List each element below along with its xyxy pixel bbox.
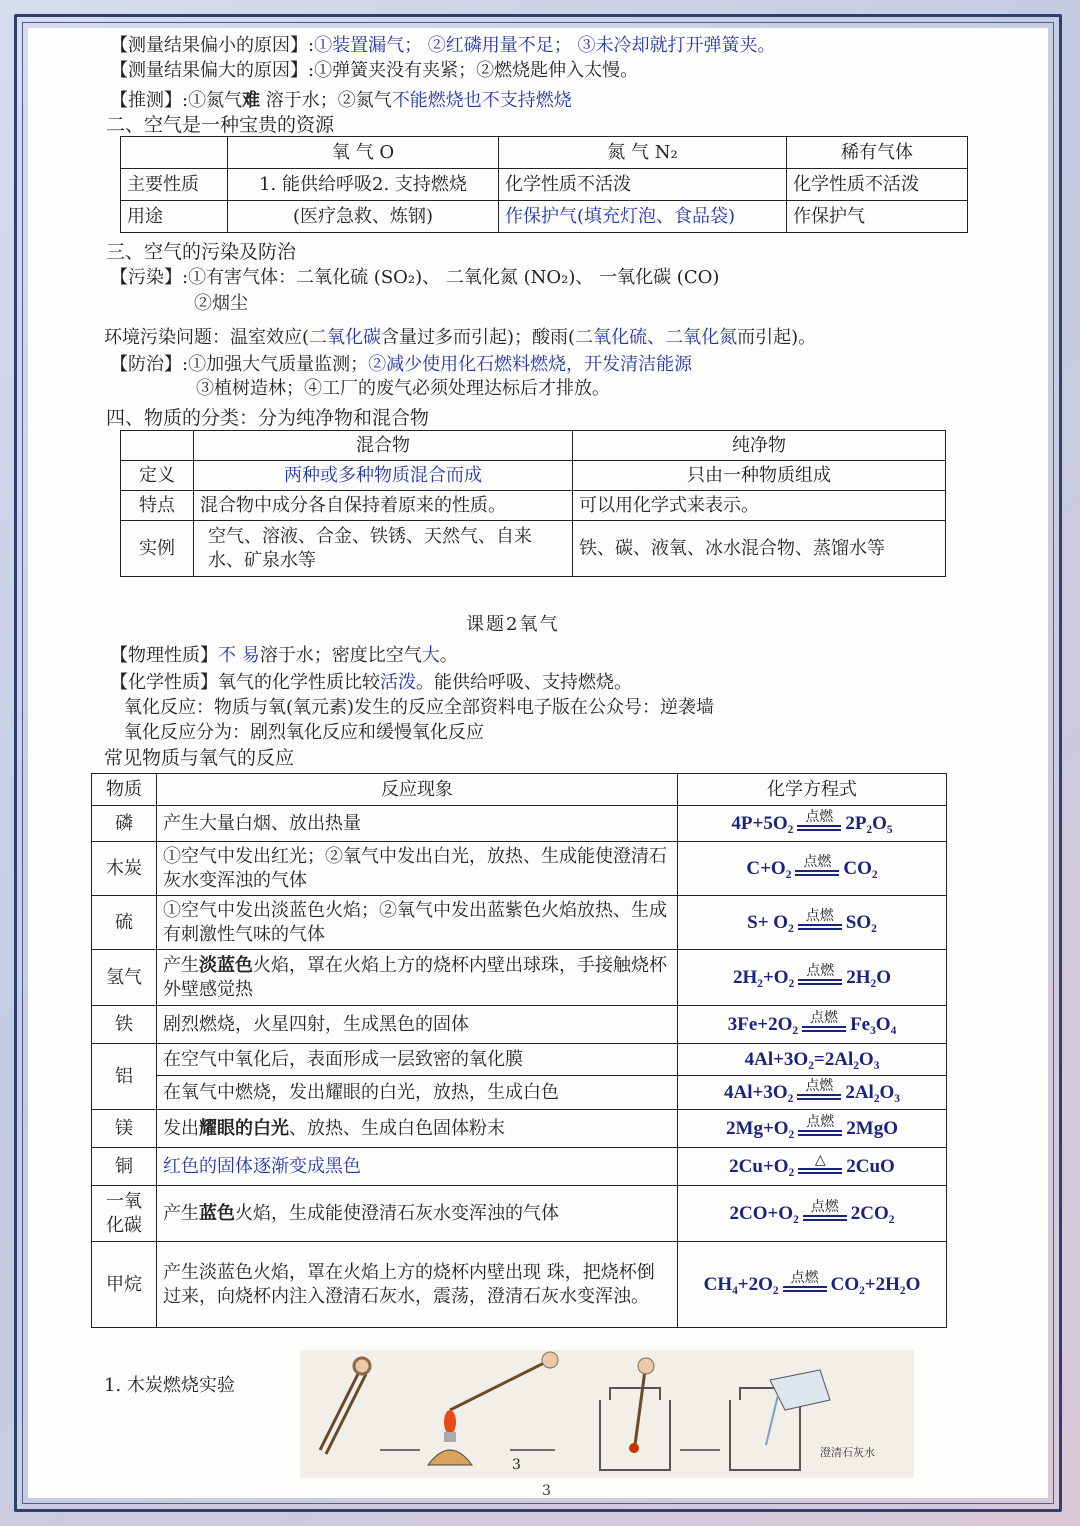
section4-heading: 四、物质的分类：分为纯净物和混合物	[106, 407, 430, 429]
equation-cell	[678, 1148, 947, 1186]
table-cell: 镁	[92, 1110, 157, 1148]
inference-b: 难	[242, 90, 261, 111]
equation-cell	[678, 1044, 947, 1076]
pollution-line	[110, 266, 719, 290]
alcohol-lamp-icon	[428, 1352, 558, 1465]
document-page	[28, 28, 1048, 1498]
table-row	[121, 137, 968, 169]
table-cell: 定义	[121, 461, 194, 491]
env-c: 含量过多而引起)；酸雨(	[381, 327, 576, 348]
experiment-diagram	[300, 1350, 914, 1499]
env-d: 二氧化硫、二氧化氮	[575, 327, 738, 348]
equation-cell	[678, 842, 947, 896]
table-cell	[228, 169, 499, 201]
table-cell	[121, 137, 228, 169]
phen-b: 淡蓝色	[199, 954, 253, 976]
env-b: 二氧化碳	[309, 327, 382, 348]
equation	[684, 965, 940, 990]
table-cell: 木炭	[92, 842, 157, 896]
arrow-line	[783, 1286, 827, 1292]
arrow-condition: 点燃	[805, 909, 834, 924]
reaction-arrow	[803, 1201, 847, 1226]
equation	[684, 1154, 940, 1179]
equation-cell	[678, 1110, 947, 1148]
phen-a: 发出	[163, 1117, 199, 1139]
arrow-condition: 点燃	[790, 1271, 819, 1286]
eq-left: 4Al+3O₂	[724, 1082, 794, 1103]
table-row	[92, 1044, 947, 1076]
table-cell	[157, 950, 678, 1006]
eq-right: CO₂	[843, 858, 878, 879]
table-cell: 实例	[121, 521, 194, 577]
table-cell: 铜	[92, 1148, 157, 1186]
experiment-label: 1. 木炭燃烧实验	[104, 1375, 235, 1396]
table-header: 氮 气 N₂	[499, 137, 787, 169]
chem-b: 活泼	[380, 672, 416, 693]
arrow-condition: △	[814, 1153, 826, 1168]
prevention-a: ①加强大气质量监测；	[188, 354, 369, 375]
arrow-line	[798, 979, 842, 985]
equation-cell	[678, 806, 947, 842]
table-row	[92, 1006, 947, 1044]
table-cell	[157, 1186, 678, 1242]
table-header: 纯净物	[573, 431, 946, 461]
pollution-item2: ②烟尘	[194, 293, 248, 314]
inference-c: 溶于水；②氮气	[260, 90, 392, 111]
table-header: 反应现象	[157, 774, 678, 806]
table-cell: 主要性质	[121, 169, 228, 201]
arrow-line	[795, 870, 839, 876]
classification-table	[120, 430, 946, 577]
phen-c: 、放热、生成白色固体粉末	[289, 1117, 505, 1139]
table-cell: 可以用化学式来表示。	[573, 491, 946, 521]
eq-left: CH₄+2O₂	[703, 1274, 779, 1295]
table-row	[92, 1148, 947, 1186]
eq-right: 2CuO	[846, 1156, 895, 1177]
reaction-arrow	[797, 811, 841, 836]
cause-large-label: 【测量结果偏大的原因】:	[110, 60, 315, 81]
eq-left: 2Cu+O₂	[729, 1156, 795, 1177]
experiment-illustration	[300, 1350, 914, 1499]
phen-a: 产生	[163, 1202, 199, 1224]
table-cell: 磷	[92, 806, 157, 842]
inference-d: 不能燃烧也不支持燃烧	[391, 90, 572, 111]
eq-left: C+O₂	[746, 858, 792, 879]
eq-left: 2H₂+O₂	[732, 967, 795, 988]
arrow-line	[798, 924, 842, 930]
eq-left: 2CO+O₂	[729, 1203, 799, 1224]
cause-small-items: ①装置漏气； ②红磷用量不足； ③未冷却就打开弹簧夹。	[314, 35, 776, 56]
inference-a: ①氮气	[188, 90, 243, 111]
prevention-label: 【防治】:	[110, 354, 189, 375]
beaker-pour-icon	[730, 1370, 830, 1470]
table-cell: 剧烈燃烧，火星四射，生成黑色的固体	[157, 1006, 678, 1044]
table-cell: 混合物中成分各自保持着原来的性质。	[194, 491, 573, 521]
equation: 4Al+3O₂=2Al₂O₃	[744, 1048, 880, 1070]
limewater-caption: 澄清石灰水	[820, 1446, 875, 1459]
section2-heading: 二、空气是一种宝贵的资源	[106, 114, 335, 136]
table-row	[92, 774, 947, 806]
equation-cell	[678, 1242, 947, 1328]
chem-a: 氧气的化学性质比较	[218, 672, 380, 693]
equation-cell	[678, 1076, 947, 1110]
table-row	[121, 461, 946, 491]
topic-title: 课题2氧气	[466, 614, 560, 635]
table-header: 物质	[92, 774, 157, 806]
equation-cell	[678, 1006, 947, 1044]
eq-right: SO₂	[845, 912, 877, 933]
table-cell: 红色的固体逐渐变成黑色	[157, 1148, 678, 1186]
table-cell: 两种或多种物质混合而成	[194, 461, 573, 491]
page-number: 3	[542, 1483, 551, 1499]
arrow-line	[798, 1130, 842, 1136]
cause-small-line	[110, 34, 776, 58]
table-cell: 在氧气中燃烧，发出耀眼的白光，放热，生成白色	[157, 1076, 678, 1110]
reaction-arrow	[798, 1154, 842, 1179]
table-row	[121, 201, 968, 233]
eq-left: S+ O₂	[747, 912, 794, 933]
equation-cell	[678, 896, 947, 950]
arrow-line	[803, 1215, 847, 1221]
table-cell: 作保护气(填充灯泡、食品袋)	[499, 201, 787, 233]
phys-c: 大	[421, 645, 440, 666]
eq-right: 2CO₂	[850, 1203, 895, 1224]
table-row	[92, 842, 947, 896]
phen-c: 火焰，生成能使澄清石灰水变浑浊的气体	[235, 1202, 559, 1224]
table-cell: 甲烷	[92, 1242, 157, 1328]
cause-large-items: ①弹簧夹没有夹紧；②燃烧匙伸入太慢。	[314, 60, 639, 81]
cell-text: 1. 能供给呼吸2. 支持燃烧	[259, 173, 467, 195]
table-row	[121, 431, 946, 461]
table-header: 氧 气 O	[228, 137, 499, 169]
pollution-items: ①有害气体：二氧化硫 (SO₂)、 二氧化氮 (NO₂)、 一氧化碳 (CO)	[188, 267, 720, 288]
reactions-table	[91, 773, 947, 1328]
table-row	[92, 1110, 947, 1148]
cause-small-label: 【测量结果偏小的原因】:	[110, 35, 315, 56]
section3-heading: 三、空气的污染及防治	[106, 241, 297, 263]
prevention-b: ②减少使用化石燃料燃烧，开发清洁能源	[368, 354, 693, 375]
table-cell: 用途	[121, 201, 228, 233]
table-cell: 只由一种物质组成	[573, 461, 946, 491]
phen-a: 产生	[163, 954, 199, 976]
arrow-line	[798, 1168, 842, 1174]
equation	[684, 811, 940, 836]
environment-line	[104, 326, 816, 350]
table-header: 稀有气体	[787, 137, 968, 169]
eq-left: 4P+5O₂	[731, 813, 794, 834]
table-row	[92, 806, 947, 842]
table-row	[92, 1076, 947, 1110]
pollution-label: 【污染】:	[110, 267, 189, 288]
phys-b: 溶于水；密度比空气	[259, 645, 422, 666]
inference-label: 【推测】:	[110, 90, 189, 111]
reaction-arrow	[795, 856, 839, 881]
table-row	[121, 491, 946, 521]
phys-label: 【物理性质】	[110, 645, 218, 666]
eq-left: 3Fe+2O₂	[727, 1014, 799, 1035]
equation-cell	[678, 1186, 947, 1242]
arrow-condition: 点燃	[805, 1079, 834, 1094]
arrow-condition: 点燃	[806, 964, 835, 979]
equation	[684, 1116, 940, 1141]
table-cell	[121, 431, 194, 461]
physical-property-line	[110, 644, 458, 668]
table-cell: 产生淡蓝色火焰，罩在火焰上方的烧杯内壁出现 珠，把烧杯倒过来，向烧杯内注入澄清石灰水，震荡，澄清石灰水变浑浊。	[157, 1242, 678, 1328]
arrow-line	[802, 1026, 846, 1032]
eq-left: 2Mg+O₂	[726, 1118, 795, 1139]
table-cell: 铝	[92, 1044, 157, 1110]
equation	[684, 910, 940, 935]
env-e: 而引起)。	[737, 327, 817, 348]
arrow-condition: 点燃	[803, 855, 832, 870]
chemical-property-line	[110, 671, 632, 695]
table-row	[121, 169, 968, 201]
tongs-icon	[320, 1358, 370, 1454]
phys-a: 不 易	[218, 645, 260, 666]
table-cell: 氢气	[92, 950, 157, 1006]
eq-right: 2H₂O	[846, 967, 892, 988]
phys-d: 。	[439, 645, 458, 666]
eq-right: CO₂+2H₂O	[830, 1274, 921, 1295]
table-cell: 在空气中氧化后，表面形成一层致密的氧化膜	[157, 1044, 678, 1076]
table-cell: 产生大量白烟、放出热量	[157, 806, 678, 842]
table-cell: (医疗急救、炼钢)	[228, 201, 499, 233]
chem-c: 。能供给呼吸、支持燃烧。	[416, 672, 632, 693]
table-row	[92, 950, 947, 1006]
table-header: 化学方程式	[678, 774, 947, 806]
table-cell: 空气、溶液、合金、铁锈、天然气、自来水、矿泉水等	[194, 521, 573, 577]
eq-right: 2Al₂O₃	[845, 1082, 900, 1103]
env-a: 环境污染问题：温室效应(	[104, 327, 310, 348]
table-cell: 铁、碳、液氧、冰水混合物、蒸馏水等	[573, 521, 946, 577]
equation	[684, 1272, 940, 1297]
arrow-condition: 点燃	[810, 1200, 839, 1215]
arrow-line	[797, 825, 841, 831]
arrow-condition: 点燃	[810, 1011, 839, 1026]
prevention-line	[110, 353, 692, 377]
gas-bottle-icon	[600, 1358, 670, 1470]
phen-b: 耀眼的白光	[199, 1117, 289, 1139]
arrow-condition: 点燃	[805, 810, 834, 825]
table-header: 混合物	[194, 431, 573, 461]
table-cell: 硫	[92, 896, 157, 950]
table-cell: ①空气中发出淡蓝色火焰；②氧气中发出蓝紫色火焰放热、生成有刺激性气味的气体	[157, 896, 678, 950]
prevention-line2: ③植树造林；④工厂的废气必须处理达标后才排放。	[196, 378, 610, 399]
reaction-arrow	[798, 1116, 842, 1141]
reaction-arrow	[783, 1272, 827, 1297]
table-row	[121, 521, 946, 577]
air-resources-table	[120, 136, 968, 233]
equation	[684, 856, 940, 881]
equation	[684, 1201, 940, 1226]
table-cell: 化学性质不活泼	[787, 169, 968, 201]
reaction-arrow	[798, 910, 842, 935]
reaction-arrow	[798, 965, 842, 990]
table-cell: 作保护气	[787, 201, 968, 233]
eq-right: Fe₃O₄	[850, 1014, 897, 1035]
eq-right: 2P₂O₅	[845, 813, 893, 834]
table-cell: 铁	[92, 1006, 157, 1044]
table-cell: 特点	[121, 491, 194, 521]
oxidation-types: 氧化反应分为：剧烈氧化反应和缓慢氧化反应	[124, 722, 484, 743]
equation-cell	[678, 950, 947, 1006]
chem-label: 【化学性质】	[110, 672, 218, 693]
page-number-text: 3	[512, 1457, 521, 1473]
common-reactions-heading: 常见物质与氧气的反应	[104, 747, 295, 769]
phen-c: 火焰，罩在火焰上方的烧杯内壁出球珠，手接触烧杯外壁感觉热	[163, 954, 667, 1000]
arrow-condition: 点燃	[806, 1115, 835, 1130]
table-row	[92, 1186, 947, 1242]
oxidation-definition: 氧化反应：物质与氧(氧元素)发生的反应全部资料电子版在公众号：逆袭墙	[124, 697, 715, 718]
table-row	[92, 896, 947, 950]
table-cell: 一氧化碳	[92, 1186, 157, 1242]
cause-large-line	[110, 59, 638, 83]
inference-line	[110, 89, 572, 113]
reaction-arrow	[802, 1012, 846, 1037]
eq-right: 2MgO	[846, 1118, 898, 1139]
table-row	[92, 1242, 947, 1328]
table-cell	[157, 1110, 678, 1148]
phen-b: 蓝色	[199, 1202, 235, 1224]
table-cell: 化学性质不活泼	[499, 169, 787, 201]
arrow-line	[797, 1094, 841, 1100]
table-cell: ①空气中发出红光；②氧气中发出白光，放热、生成能使澄清石灰水变浑浊的气体	[157, 842, 678, 896]
equation	[684, 1080, 940, 1105]
reaction-arrow	[797, 1080, 841, 1105]
equation	[684, 1012, 940, 1037]
